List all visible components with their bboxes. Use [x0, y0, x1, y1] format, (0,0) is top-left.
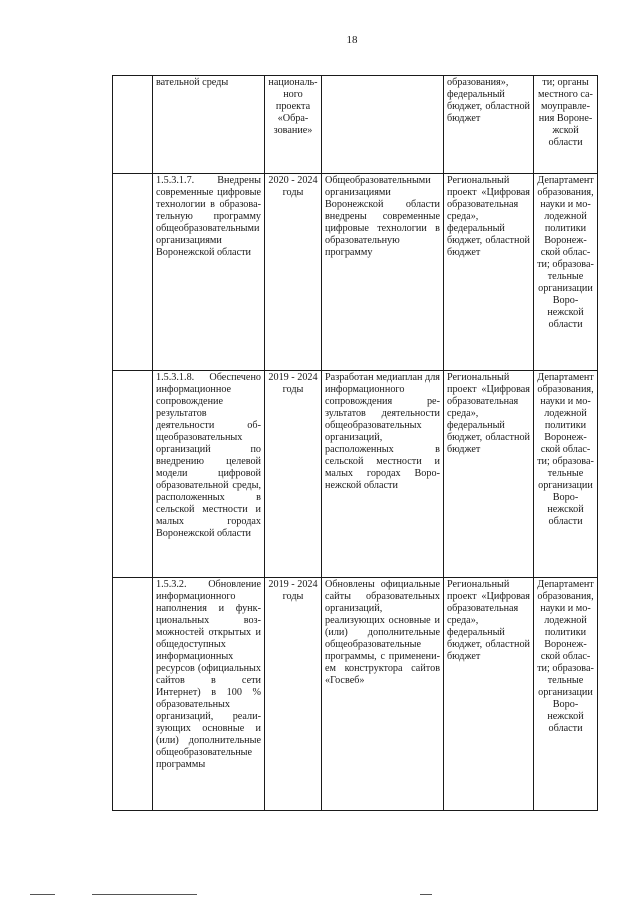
funding-source-cell: Региональный проект «Цифровая образовательная среда», федеральный бюджет, областной бюджет [444, 174, 534, 371]
table-row [113, 174, 598, 371]
responsible-cell: Департамент образования, науки и молодежной политики Воронежской области; образовательные организации Воронежской области [534, 578, 598, 811]
event-cell: вательной среды [153, 76, 265, 174]
event-cell: 1.5.3.1.7. Внедрены современные цифровые технологии в образовательную программу общеобразовательными организациями Воронежской области [153, 174, 265, 371]
scan-edge-segment [30, 894, 55, 895]
term-cell: 2019 - 2024 годы [265, 578, 322, 811]
term-cell: 2019 - 2024 годы [265, 371, 322, 578]
result-cell: Обновлены официальные сайты образовательных организаций, реализующих основные и (или) дополнительные общеобразовательные программы, с применением конструктора сайтов «Госвеб» [322, 578, 444, 811]
blank-cell [113, 578, 153, 811]
measures-table [112, 75, 598, 811]
funding-source-cell: образования», федеральный бюджет, областной бюджет [444, 76, 534, 174]
blank-cell [113, 174, 153, 371]
page-number: 18 [346, 34, 358, 46]
term-cell: 2020 - 2024 годы [265, 174, 322, 371]
responsible-cell: Департамент образования, науки и молодежной политики Воронежской области; образовательные организации Воронежской области [534, 371, 598, 578]
responsible-cell: ти; органы местного самоуправления Воронежской области [534, 76, 598, 174]
result-cell [322, 76, 444, 174]
funding-source-cell: Региональный проект «Цифровая образовательная среда», федеральный бюджет, областной бюджет [444, 578, 534, 811]
scan-edge-segment [92, 894, 197, 895]
table-row [113, 578, 598, 811]
responsible-cell: Департамент образования, науки и молодежной политики Воронежской области; образовательные организации Воронежской области [534, 174, 598, 371]
table-row [113, 76, 598, 174]
funding-source-cell: Региональный проект «Цифровая образовательная среда», федеральный бюджет, областной бюджет [444, 371, 534, 578]
blank-cell [113, 371, 153, 578]
blank-cell [113, 76, 153, 174]
event-cell: 1.5.3.1.8. Обеспечено информационное сопровождение результатов деятельности общеобразовательных организаций по внедрению целевой модели цифровой образовательной среды, расположенных в сельской местности и малых городах Воронежской области [153, 371, 265, 578]
scan-edge-mark [0, 894, 640, 896]
scan-edge-segment [420, 894, 432, 895]
result-cell: Разработан медиаплан для информационного сопровождения результатов деятельности общеобразовательных организаций, расположенных в сельской местности и малых городах Воронежской области [322, 371, 444, 578]
event-cell: 1.5.3.2. Обновление информационного наполнения и функциональных возможностей открытых и общедоступных информационных ресурсов (официальных сайтов в сети Интернет) в 100 % образовательных организаций, реализующих основные и (или) дополнительные общеобразовательные программы [153, 578, 265, 811]
term-cell: национального проекта «Образование» [265, 76, 322, 174]
result-cell: Общеобразовательными организациями Воронежской области внедрены современные цифровые технологии в образовательную программу [322, 174, 444, 371]
table-row [113, 371, 598, 578]
